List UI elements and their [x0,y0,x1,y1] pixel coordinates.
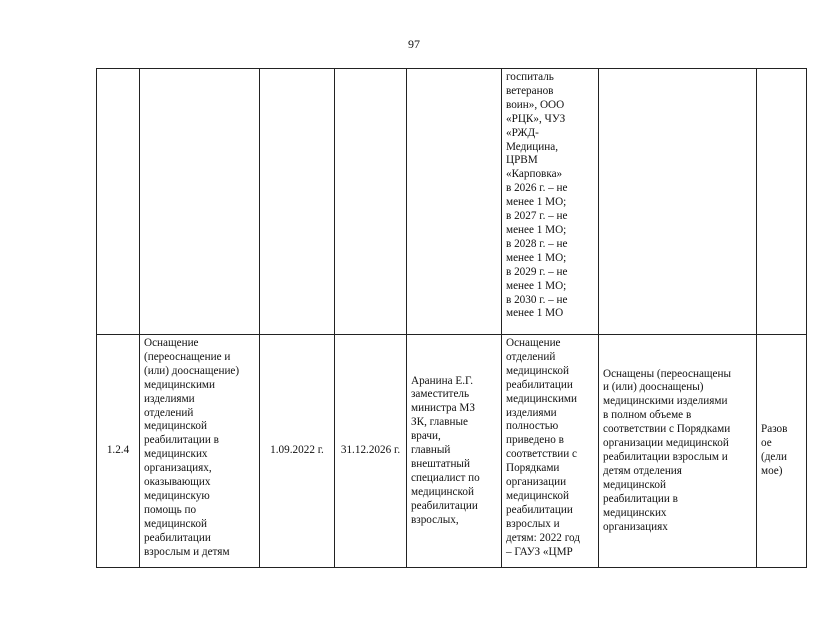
cell-number [97,69,140,335]
cell-end-date: 31.12.2026 г. [335,335,407,568]
cell-number: 1.2.4 [97,335,140,568]
cell-name [140,69,260,335]
cell-type: Разов ое (дели мое) [757,335,807,568]
cell-start-date [260,69,335,335]
cell-outcome [599,69,757,335]
cell-responsible: Аранина Е.Г. заместитель министра МЗ ЗК, главные врачи, главный внештатный специалист по медицинской реабилитации взрослых, [407,335,502,568]
table-row-1-2-4 [97,335,807,568]
cell-outcome: Оснащены (переоснащены и (или) дооснащены) медицинскими изделиями в полном объеме в соответствии с Порядками организации медицинской реабилитации взрослым и детям отделения медицинской реабилитации в медицинских организациях [599,335,757,568]
table-row-continued [97,69,807,335]
cell-name: Оснащение (переоснащение и (или) дооснащение) медицинскими изделиями отделений медицинской реабилитации в медицинских организациях, оказывающих медицинскую помощь по медицинской реабилитации взрослым и детям [140,335,260,568]
page-number: 97 [408,37,420,51]
cell-start-date: 1.09.2022 г. [260,335,335,568]
plan-table [96,68,807,568]
cell-end-date [335,69,407,335]
cell-responsible [407,69,502,335]
cell-results: Оснащение отделений медицинской реабилитации медицинскими изделиями полностью приведено в соответствии с Порядками организации медицинской реабилитации взрослых и детям: 2022 год – ГАУЗ «ЦМР [502,335,599,568]
cell-results: госпиталь ветеранов воин», ООО «РЦК», ЧУЗ «РЖД- Медицина, ЦРВМ «Карповка» в 2026 г. – не менее 1 МО; в 2027 г. – не менее 1 МО; в 2028 г. – не менее 1 МО; в 2029 г. – не менее 1 МО; в 2030 г. – не менее 1 МО [502,69,599,335]
cell-type [757,69,807,335]
